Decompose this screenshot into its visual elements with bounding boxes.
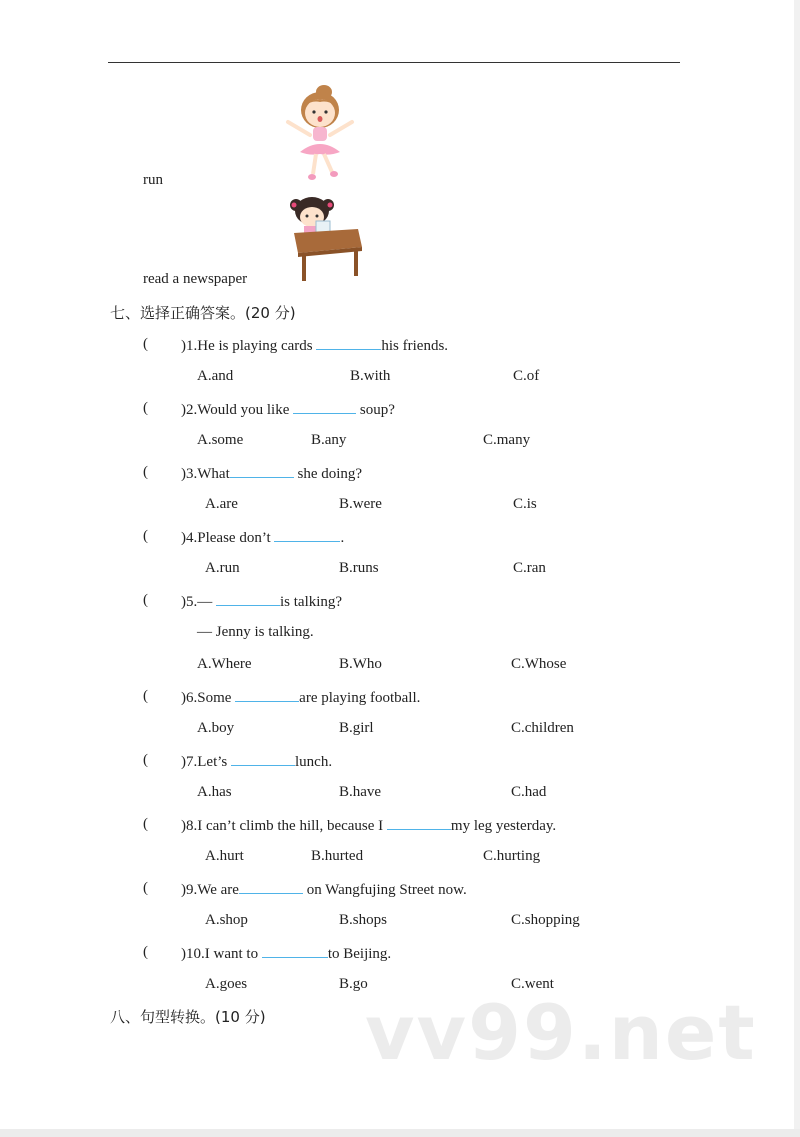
page-edge xyxy=(794,0,800,1137)
option-a[interactable]: A.hurt xyxy=(205,848,244,864)
dancing-girl-illustration xyxy=(280,80,360,185)
option-c[interactable]: C.hurting xyxy=(483,848,541,864)
question-text-before: 1.He is playing cards xyxy=(186,338,317,354)
image-label-read-a-newspaper: read a newspaper xyxy=(143,271,248,287)
option-a[interactable]: A.are xyxy=(205,496,238,512)
question-text-before: 2.Would you like xyxy=(186,402,294,418)
option-c[interactable]: C.had xyxy=(511,784,547,800)
question-text-before: 10.I want to xyxy=(186,946,262,962)
option-b[interactable]: B.runs xyxy=(339,560,379,576)
option-c[interactable]: C.is xyxy=(513,496,537,512)
answer-paren-open: ( xyxy=(143,336,148,352)
option-c[interactable]: C.ran xyxy=(513,560,546,576)
answer-blank[interactable] xyxy=(387,815,451,830)
answer-blank[interactable] xyxy=(235,687,299,702)
answer-blank[interactable] xyxy=(230,463,294,478)
question-stem xyxy=(181,591,342,611)
answer-paren-close: ) xyxy=(181,402,186,418)
option-c[interactable]: C.of xyxy=(513,368,540,384)
question-text-before: 6.Some xyxy=(186,690,236,706)
answer-paren-close: ) xyxy=(181,338,186,354)
answer-blank[interactable] xyxy=(316,335,381,350)
question-stem xyxy=(181,687,420,707)
question-text-after: she doing? xyxy=(293,466,363,482)
question-stem xyxy=(181,815,556,835)
dialogue-answer-line: — Jenny is talking. xyxy=(197,624,314,640)
option-b[interactable]: B.go xyxy=(339,976,368,992)
question-text-after: to Beijing. xyxy=(327,946,392,962)
answer-paren-close: ) xyxy=(181,754,186,770)
question-text-before: 5.— xyxy=(186,594,216,610)
option-b[interactable]: B.shops xyxy=(339,912,387,928)
answer-paren-open: ( xyxy=(143,400,148,416)
question-text-after: his friends. xyxy=(381,338,449,354)
question-text-after: is talking? xyxy=(280,594,343,610)
option-b[interactable]: B.have xyxy=(339,784,382,800)
question-stem xyxy=(181,751,332,771)
question-text-after: on Wangfujing Street now. xyxy=(302,882,467,898)
watermark: vv99.net xyxy=(365,988,757,1077)
option-b[interactable]: B.girl xyxy=(339,720,374,736)
answer-paren-open: ( xyxy=(143,464,148,480)
option-a[interactable]: A.run xyxy=(205,560,240,576)
answer-blank[interactable] xyxy=(231,751,295,766)
option-a[interactable]: A.goes xyxy=(205,976,248,992)
reading-girl-illustration xyxy=(280,195,365,285)
answer-paren-close: ) xyxy=(181,882,186,898)
option-a[interactable]: A.boy xyxy=(197,720,235,736)
option-c[interactable]: C.children xyxy=(511,720,574,736)
question-text-before: 7.Let’s xyxy=(186,754,231,770)
answer-blank[interactable] xyxy=(239,879,303,894)
option-b[interactable]: B.any xyxy=(311,432,347,448)
question-text-after: soup? xyxy=(356,402,395,418)
option-c[interactable]: C.shopping xyxy=(511,912,580,928)
question-stem xyxy=(181,943,391,963)
question-text-before: 3.What xyxy=(186,466,230,482)
question-text-before: 9.We are xyxy=(186,882,239,898)
answer-paren-close: ) xyxy=(181,690,186,706)
answer-paren-close: ) xyxy=(181,530,186,546)
question-text-after: my leg yesterday. xyxy=(450,818,557,834)
question-text-before: 8.I can’t climb the hill, because I xyxy=(186,818,387,834)
answer-paren-open: ( xyxy=(143,880,148,896)
option-a[interactable]: A.some xyxy=(197,432,244,448)
option-c[interactable]: C.went xyxy=(511,976,554,992)
question-text-after: . xyxy=(340,530,345,546)
answer-paren-open: ( xyxy=(143,592,148,608)
top-rule xyxy=(108,62,680,63)
option-a[interactable]: A.and xyxy=(197,368,234,384)
option-c[interactable]: C.many xyxy=(483,432,531,448)
answer-paren-open: ( xyxy=(143,752,148,768)
option-c[interactable]: C.Whose xyxy=(511,656,567,672)
option-a[interactable]: A.has xyxy=(197,784,232,800)
question-text-after: lunch. xyxy=(295,754,333,770)
section-8-title: 八、句型转换。(10 分) xyxy=(110,1008,266,1026)
question-stem xyxy=(181,399,395,419)
question-text-after: are playing football. xyxy=(299,690,421,706)
answer-blank[interactable] xyxy=(216,591,280,606)
option-b[interactable]: B.were xyxy=(339,496,382,512)
option-a[interactable]: A.Where xyxy=(197,656,252,672)
answer-paren-open: ( xyxy=(143,944,148,960)
answer-paren-close: ) xyxy=(181,594,186,610)
answer-paren-close: ) xyxy=(181,818,186,834)
question-stem xyxy=(181,879,467,899)
question-stem xyxy=(181,527,344,547)
answer-blank[interactable] xyxy=(293,399,356,414)
option-a[interactable]: A.shop xyxy=(205,912,248,928)
answer-paren-open: ( xyxy=(143,688,148,704)
answer-blank[interactable] xyxy=(262,943,328,958)
option-b[interactable]: B.hurted xyxy=(311,848,364,864)
answer-paren-open: ( xyxy=(143,528,148,544)
page-bottom-edge xyxy=(0,1129,800,1137)
question-stem xyxy=(181,463,362,483)
answer-paren-close: ) xyxy=(181,946,186,962)
answer-paren-close: ) xyxy=(181,466,186,482)
question-stem xyxy=(181,335,448,355)
option-b[interactable]: B.Who xyxy=(339,656,382,672)
answer-blank[interactable] xyxy=(274,527,340,542)
question-text-before: 4.Please don’t xyxy=(186,530,275,546)
image-label-run: run xyxy=(143,172,163,188)
answer-paren-open: ( xyxy=(143,816,148,832)
option-b[interactable]: B.with xyxy=(350,368,391,384)
section-7-title: 七、选择正确答案。(20 分) xyxy=(110,304,296,322)
